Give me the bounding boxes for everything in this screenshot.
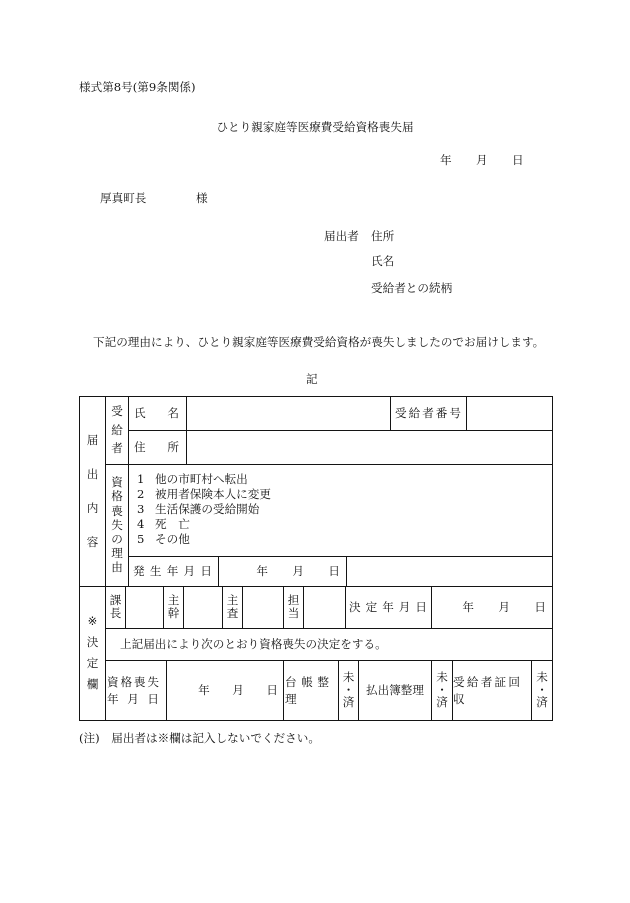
approver-label-staff: 担 当 bbox=[287, 593, 300, 621]
payout-label: 払出簿整理 bbox=[366, 682, 424, 697]
number-label: 受給者番号 bbox=[395, 405, 461, 420]
decision-date-label: 決定年月日 bbox=[349, 599, 427, 614]
approver-label-inspector: 主 査 bbox=[226, 593, 239, 621]
approver-label-chief-officer: 主 幹 bbox=[167, 593, 180, 621]
date-year: 年 bbox=[462, 599, 474, 614]
form-title: ひとり親家庭等医療費受給資格喪失届 bbox=[216, 120, 414, 134]
approver-stamp-box bbox=[242, 586, 284, 629]
date-month: 月 bbox=[476, 153, 488, 167]
date-month: 月 bbox=[498, 599, 510, 614]
reason-text: 被用者保険本人に変更 bbox=[155, 487, 271, 501]
applicant-relation-label: 受給者との続柄 bbox=[371, 281, 453, 295]
ledger-status-cell bbox=[338, 660, 359, 721]
address-field bbox=[186, 430, 553, 465]
recipient-label: 受 給 者 bbox=[111, 404, 123, 456]
ledger-label: 台帳整理 bbox=[285, 674, 329, 706]
applicant-label: 届出者 bbox=[324, 229, 359, 243]
date-month: 月 bbox=[232, 682, 244, 697]
addressee-name: 厚真町長 bbox=[100, 191, 147, 205]
occurrence-date bbox=[218, 556, 347, 587]
approver-label-section-chief: 課 長 bbox=[109, 593, 122, 621]
record-mark: 記 bbox=[306, 372, 318, 386]
intro-text: 下記の理由により、ひとり親家庭等医療費受給資格が喪失しましたのでお届けします。 bbox=[93, 335, 545, 349]
reason-label: 資 格 喪 失 の 理 由 bbox=[111, 475, 123, 575]
list-item bbox=[129, 532, 552, 547]
ledger-status: 未 ・ 済 bbox=[342, 670, 355, 710]
loss-date-label: 資格喪失年月日 bbox=[107, 674, 159, 706]
card-return-status-cell bbox=[531, 660, 553, 721]
reason-text: 他の市町村へ転出 bbox=[155, 472, 248, 486]
date-month: 月 bbox=[292, 563, 304, 578]
name-label: 氏名 bbox=[134, 405, 179, 420]
loss-date-label-cell bbox=[105, 660, 167, 721]
reason-text: その他 bbox=[155, 532, 190, 546]
approver-label-cell bbox=[283, 586, 304, 629]
approver-stamp-box bbox=[303, 586, 346, 629]
ledger-label-cell bbox=[283, 660, 339, 721]
payout-label-cell bbox=[358, 660, 432, 721]
decision-section-label-cell bbox=[79, 586, 106, 721]
date-day: 日 bbox=[534, 599, 546, 614]
list-item bbox=[129, 517, 552, 532]
approver-stamp-box bbox=[125, 586, 164, 629]
submission-date bbox=[440, 155, 524, 167]
decision-section-label: ※ 決 定 欄 bbox=[86, 614, 99, 692]
reason-list bbox=[128, 464, 553, 557]
addressee-honorific: 様 bbox=[196, 191, 208, 205]
report-section-label: 届 出 内 容 bbox=[86, 432, 99, 549]
applicant-name-label: 氏名 bbox=[371, 254, 395, 268]
occurrence-label: 発生年月日 bbox=[133, 563, 212, 578]
decision-statement-cell bbox=[105, 628, 553, 661]
reason-label-cell bbox=[105, 464, 129, 587]
number-label-cell bbox=[390, 396, 467, 431]
reason-text: 生活保護の受給開始 bbox=[155, 502, 260, 516]
occurrence-label-cell bbox=[128, 556, 219, 587]
date-day: 日 bbox=[512, 153, 524, 167]
recipient-label-cell bbox=[105, 396, 129, 465]
address-label: 住所 bbox=[134, 439, 179, 454]
reason-number: 1 bbox=[137, 472, 145, 486]
payout-status-cell bbox=[431, 660, 453, 721]
payout-status: 未 ・ 済 bbox=[436, 670, 448, 710]
applicant-address-label: 住所 bbox=[371, 229, 395, 243]
date-day: 日 bbox=[266, 682, 278, 697]
list-item bbox=[129, 472, 552, 487]
report-section-label-cell bbox=[79, 396, 106, 587]
card-return-label: 受給者証回収 bbox=[453, 674, 520, 706]
date-day: 日 bbox=[328, 563, 340, 578]
list-item bbox=[129, 487, 552, 502]
reason-text: 死 亡 bbox=[155, 517, 190, 531]
reason-number: 4 bbox=[137, 517, 145, 531]
card-return-status: 未 ・ 済 bbox=[536, 670, 548, 710]
address-label-cell bbox=[128, 430, 187, 465]
name-field bbox=[186, 396, 391, 431]
decision-statement: 上記届出により次のとおり資格喪失の決定をする。 bbox=[120, 636, 387, 651]
date-year: 年 bbox=[440, 153, 452, 167]
footnote: (注) 届出者は※欄は記入しないでください。 bbox=[79, 731, 320, 745]
date-year: 年 bbox=[256, 563, 268, 578]
loss-date bbox=[166, 660, 284, 721]
approver-label-cell bbox=[105, 586, 126, 629]
reason-number: 2 bbox=[137, 487, 145, 501]
form-number: 様式第8号(第9条関係) bbox=[79, 80, 196, 94]
list-item bbox=[129, 502, 552, 517]
approver-label-cell bbox=[163, 586, 184, 629]
approver-stamp-box bbox=[183, 586, 223, 629]
date-year: 年 bbox=[198, 682, 210, 697]
reason-number: 5 bbox=[137, 532, 145, 546]
decision-date bbox=[431, 586, 553, 629]
reason-number: 3 bbox=[137, 502, 145, 516]
decision-date-label-cell bbox=[345, 586, 432, 629]
occurrence-blank bbox=[346, 556, 553, 587]
name-label-cell bbox=[128, 396, 187, 431]
number-field bbox=[466, 396, 553, 431]
card-return-label-cell bbox=[452, 660, 532, 721]
approver-label-cell bbox=[222, 586, 243, 629]
